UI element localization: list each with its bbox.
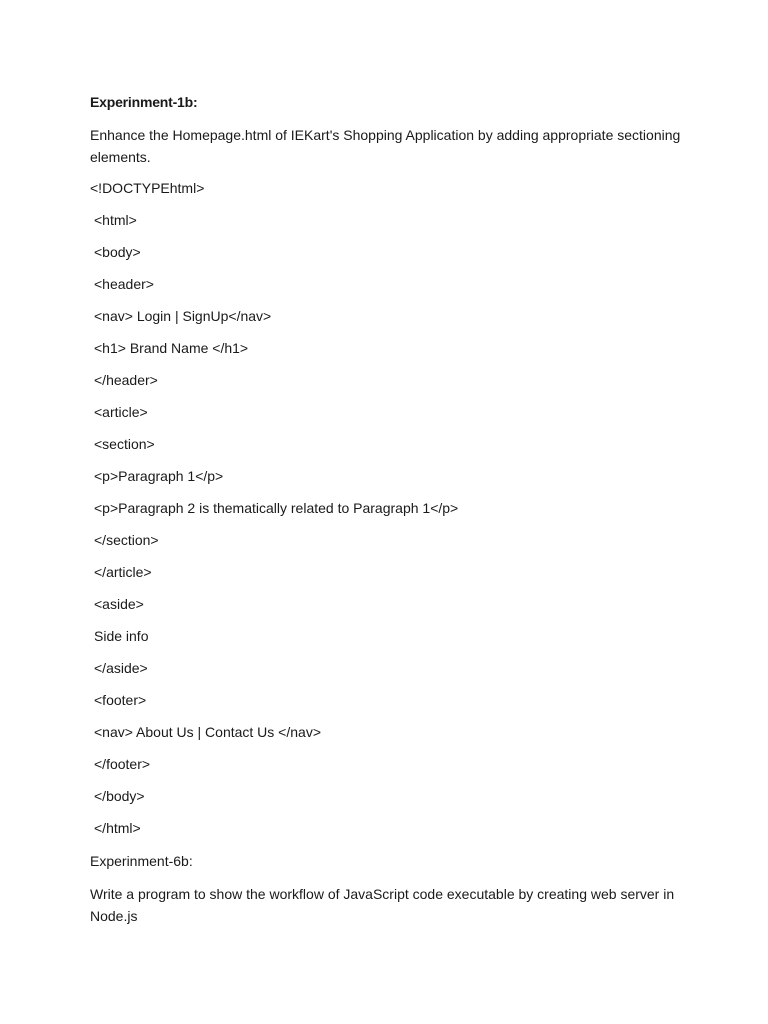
experiment-6b-description: Write a program to show the workflow of JavaScript code executable by creating web server in Node.js	[90, 886, 675, 924]
code-line: </section>	[94, 532, 159, 548]
code-line: <footer>	[94, 692, 147, 708]
code-line: <aside>	[94, 596, 144, 612]
code-line: Side info	[94, 628, 149, 644]
code-line: </article>	[94, 564, 152, 580]
code-line: </footer>	[94, 756, 151, 772]
doctype-line: <!DOCTYPEhtml>	[90, 180, 205, 196]
experiment-1b-heading: Experinment-1b:	[90, 94, 198, 110]
code-line: <html>	[94, 212, 137, 228]
code-line: <p>Paragraph 1</p>	[94, 468, 224, 484]
code-line: <section>	[94, 436, 155, 452]
code-line: <nav> Login | SignUp</nav>	[94, 308, 272, 324]
code-line: <header>	[94, 276, 154, 292]
code-line: <h1> Brand Name </h1>	[94, 340, 249, 356]
experiment-1b-description: Enhance the Homepage.html of IEKart's Shopping Application by adding appropriate sectioning elements.	[90, 127, 681, 165]
code-line: </aside>	[94, 660, 148, 676]
experiment-6b-heading: Experinment-6b:	[90, 853, 193, 869]
code-line: </header>	[94, 372, 158, 388]
code-line: <p>Paragraph 2 is thematically related to Paragraph 1</p>	[94, 500, 459, 516]
code-line: <body>	[94, 244, 141, 260]
code-line: <article>	[94, 404, 148, 420]
code-line: </body>	[94, 788, 145, 804]
code-line: <nav> About Us | Contact Us </nav>	[94, 724, 321, 740]
code-line: </html>	[94, 820, 141, 836]
